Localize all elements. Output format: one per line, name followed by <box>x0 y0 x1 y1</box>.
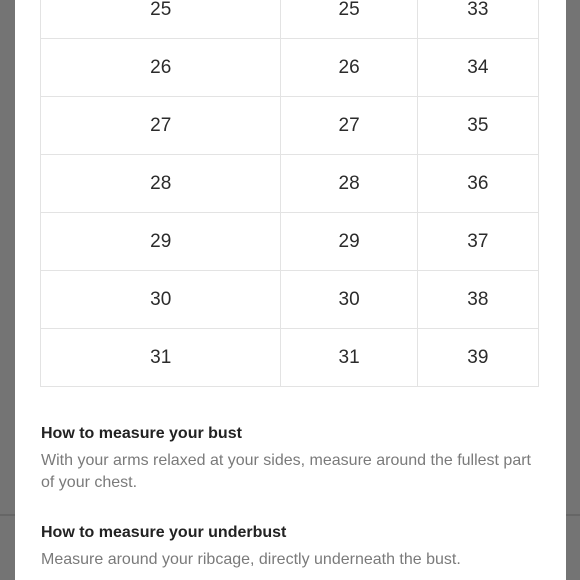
underbust-guide-text: Measure around your ribcage, directly underneath the bust. <box>41 551 461 568</box>
table-cell: 25 <box>41 0 281 39</box>
table-cell: 36 <box>417 155 538 213</box>
table-row <box>41 271 539 329</box>
size-chart-table <box>40 0 539 387</box>
table-cell: 38 <box>417 271 538 329</box>
table-cell: 35 <box>417 97 538 155</box>
table-cell: 28 <box>281 155 417 213</box>
table-row <box>41 213 539 271</box>
table-cell: 29 <box>281 213 417 271</box>
bust-guide-title: How to measure your bust <box>41 425 242 442</box>
table-cell: 39 <box>417 329 538 387</box>
table-row <box>41 0 539 39</box>
table-row <box>41 329 539 387</box>
table-cell: 27 <box>281 97 417 155</box>
table-cell: 37 <box>417 213 538 271</box>
table-cell: 30 <box>281 271 417 329</box>
table-cell: 33 <box>417 0 538 39</box>
bust-measure-guide <box>41 425 546 494</box>
table-cell: 25 <box>281 0 417 39</box>
table-cell: 34 <box>417 39 538 97</box>
table-cell: 31 <box>41 329 281 387</box>
table-cell: 26 <box>41 39 281 97</box>
table-row <box>41 39 539 97</box>
table-cell: 26 <box>281 39 417 97</box>
underbust-guide-title: How to measure your underbust <box>41 524 287 541</box>
table-cell: 30 <box>41 271 281 329</box>
table-cell: 29 <box>41 213 281 271</box>
table-cell: 28 <box>41 155 281 213</box>
size-guide-sheet <box>15 0 566 580</box>
table-row <box>41 97 539 155</box>
bust-guide-text: With your arms relaxed at your sides, measure around the fullest part of your chest. <box>41 452 531 491</box>
size-chart-body <box>41 0 539 387</box>
table-cell: 31 <box>281 329 417 387</box>
underbust-measure-guide <box>41 524 546 571</box>
table-cell: 27 <box>41 97 281 155</box>
table-row <box>41 155 539 213</box>
